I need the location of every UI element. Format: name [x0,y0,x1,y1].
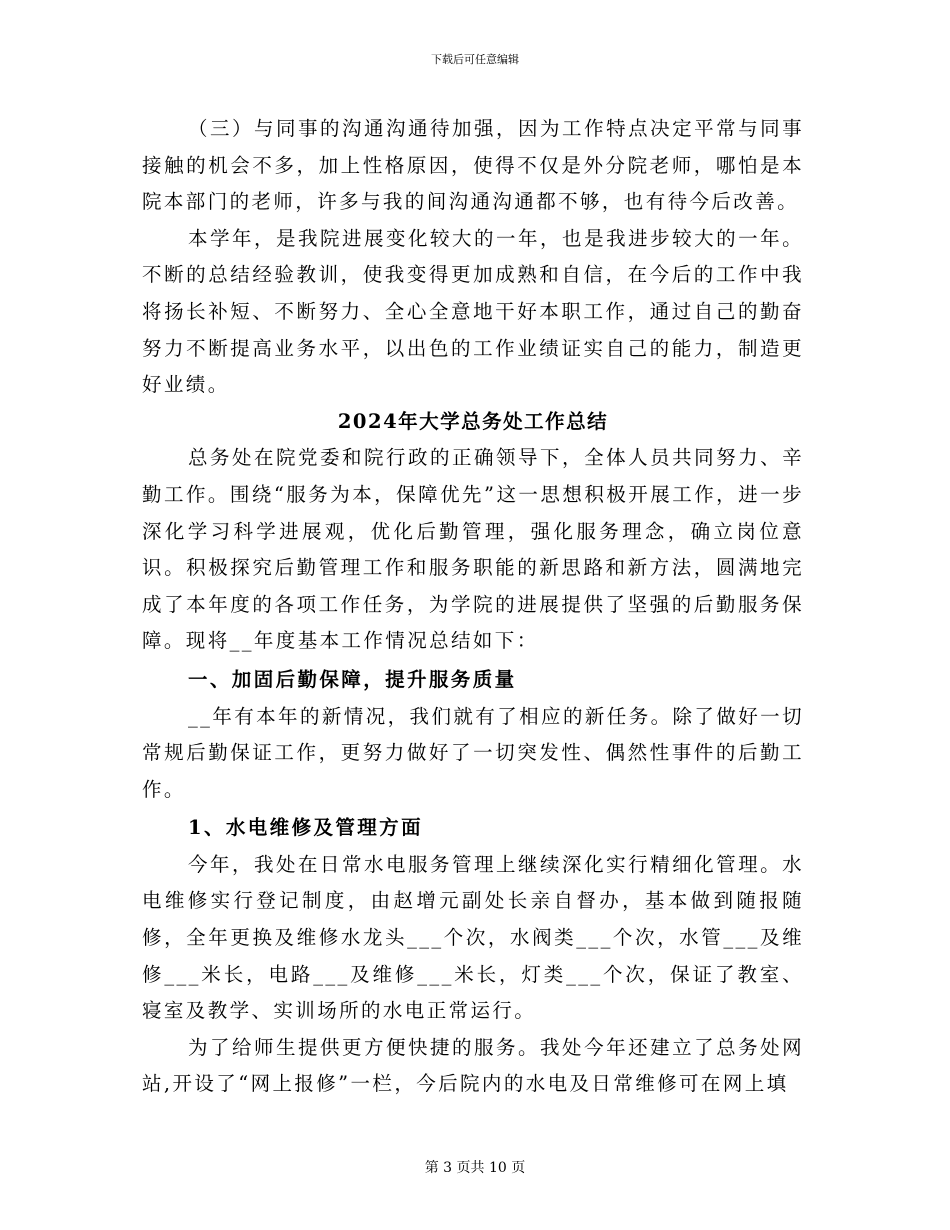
section-heading-1-1: 1、水电维修及管理方面 [188,816,423,840]
document-title: 2024年大学总务处工作总结 [337,409,609,433]
paragraph-website: 为了给师生提供更方便快捷的服务。我处今年还建立了总务处网站,开设了“网上报修”一栏，今后院内的水电及日常维修可在网上填 [142,1035,804,1096]
section-heading-1: 一、加固后勤保障，提升服务质量 [188,667,517,691]
page-footer: 第 3 页共 10 页 [424,1160,526,1176]
paragraph-maintenance: 今年，我处在日常水电服务管理上继续深化实行精细化管理。水电维修实行登记制度，由赵增元副处长亲自督办，基本做到随报随修，全年更换及维修水龙头___个次，水阀类___个次，水管___及维修___米长，电路___及维修___米长，灯类___个次，保证了教室、寝室及教学、实训场所的水电正常运行。 [142,852,804,1023]
paragraph-new-tasks: __年有本年的新情况，我们就有了相应的新任务。除了做好一切常规后勤保证工作，更努力做好了一切突发性、偶然性事件的后勤工作。 [142,704,804,801]
paragraph-communication: （三）与同事的沟通沟通待加强，因为工作特点决定平常与同事接触的机会不多，加上性格原因，使得不仅是外分院老师，哪怕是本院本部门的老师，许多与我的间沟通沟通都不够，也有待今后改善。 [142,117,804,214]
page-header: 下载后可任意编辑 [431,53,519,66]
paragraph-year-review: 本学年，是我院进展变化较大的一年，也是我进步较大的一年。不断的总结经验教训，使我变得更加成熟和自信，在今后的工作中我将扬长补短、不断努力、全心全意地干好本职工作，通过自己的勤奋努力不断提高业务水平，以出色的工作业绩证实自己的能力，制造更好业绩。 [142,226,804,397]
document-body [142,111,804,1103]
paragraph-intro: 总务处在院党委和院行政的正确领导下，全体人员共同努力、辛勤工作。围绕“服务为本，保障优先”这一思想积极开展工作，进一步深化学习科学进展观，优化后勤管理，强化服务理念，确立岗位意识。积极探究后勤管理工作和服务职能的新思路和新方法，圆满地完成了本年度的各项工作任务，为学院的进展提供了坚强的后勤服务保障。现将__年度基本工作情况总结如下： [142,446,804,653]
